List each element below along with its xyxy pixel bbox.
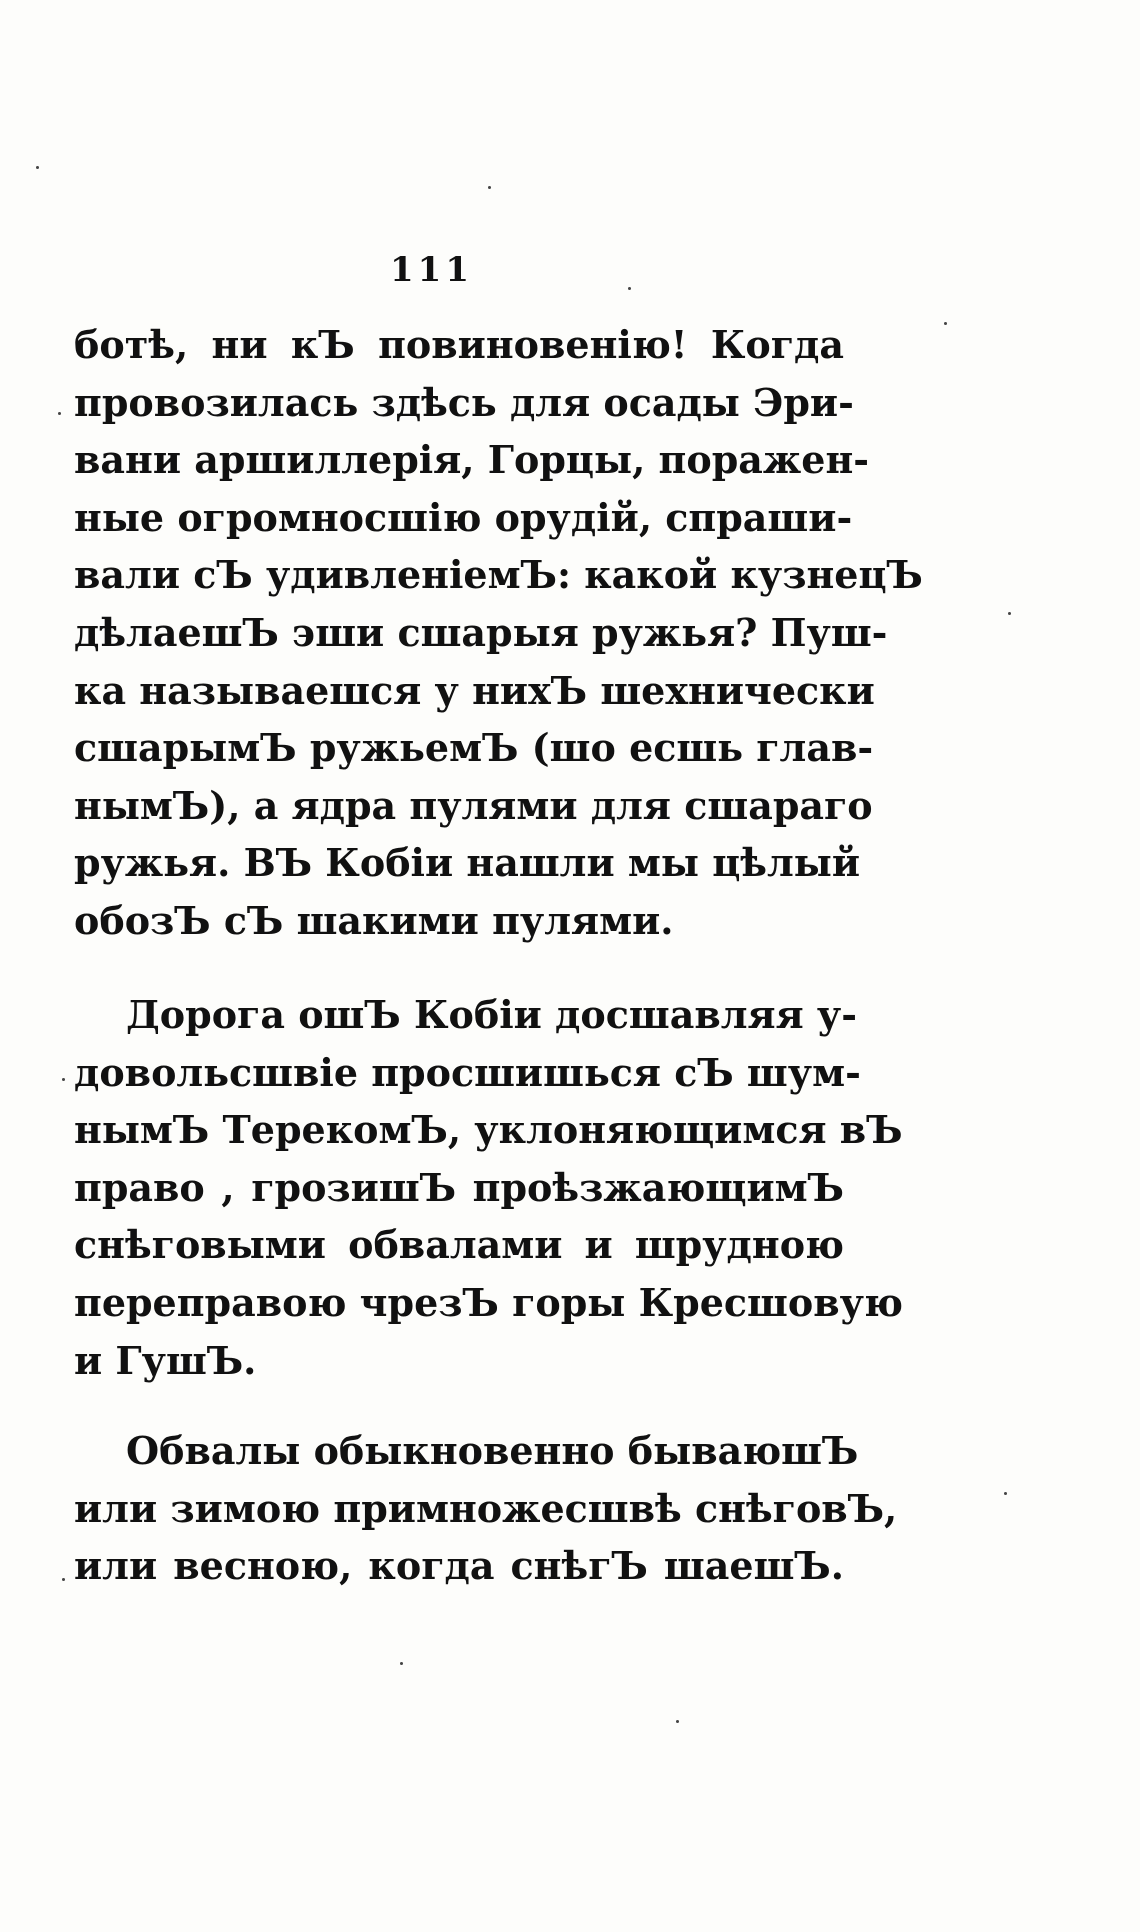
text-line: Обвалы обыкновенно бываюшЪ	[126, 1428, 859, 1473]
text-line: или зимою примножесшвѣ снѣговЪ,	[74, 1485, 898, 1531]
text-line: довольсшвіе просшишься сЪ шум-	[74, 1049, 861, 1095]
scan-speck	[62, 1578, 65, 1581]
text-line: снѣговыми обвалами и шрудною	[74, 1222, 844, 1268]
text-line: сшарымЪ ружьемЪ (шо есшь глав-	[74, 725, 874, 771]
text-line: право , грозишЪ проѣзжающимЪ	[74, 1164, 844, 1210]
scan-speck	[400, 1662, 403, 1665]
scan-speck	[488, 186, 491, 189]
scan-speck	[1008, 612, 1011, 615]
text-line: вали сЪ удивленіемЪ: какой кузнецЪ	[74, 552, 923, 598]
text-line: провозилась здѣсь для осады Эри-	[74, 379, 854, 425]
scan-speck	[62, 1078, 65, 1081]
text-line: вани аршиллерія, Горцы, поражен-	[74, 437, 870, 483]
text-line: или весною, когда снѣгЪ шаешЪ.	[74, 1543, 844, 1589]
paragraph-3	[74, 1422, 898, 1595]
page-number: 111	[390, 250, 473, 290]
text-line: и ГушЪ.	[74, 1337, 257, 1383]
scan-speck	[58, 412, 61, 415]
scan-speck	[1004, 1492, 1007, 1495]
text-line: переправою чрезЪ горы Кресшовую	[74, 1279, 903, 1325]
text-line: обозЪ сЪ шакими пулями.	[74, 897, 674, 943]
text-line: дѣлаешЪ эши сшарыя ружья? Пуш-	[74, 609, 888, 655]
text-line: ботѣ, ни кЪ повиновенію! Когда	[74, 322, 844, 367]
text-line: ружья. ВЪ Кобіи нашли мы цѣлый	[74, 840, 861, 886]
scan-speck	[628, 287, 631, 290]
scan-speck	[676, 1720, 679, 1723]
scan-speck	[944, 322, 947, 325]
text-line: нымЪ ТерекомЪ, уклоняющимся вЪ	[74, 1107, 903, 1153]
paragraph-2	[74, 986, 903, 1389]
scan-speck	[36, 166, 39, 169]
text-line: ные огромносшію орудій, спраши-	[74, 494, 853, 540]
text-line: ка называешся у нихЪ шехнически	[74, 667, 875, 713]
text-line: Дорога ошЪ Кобіи досшавляя у-	[126, 992, 857, 1037]
paragraph-1	[74, 316, 923, 950]
text-line: нымЪ), а ядра пулями для сшараго	[74, 782, 873, 828]
